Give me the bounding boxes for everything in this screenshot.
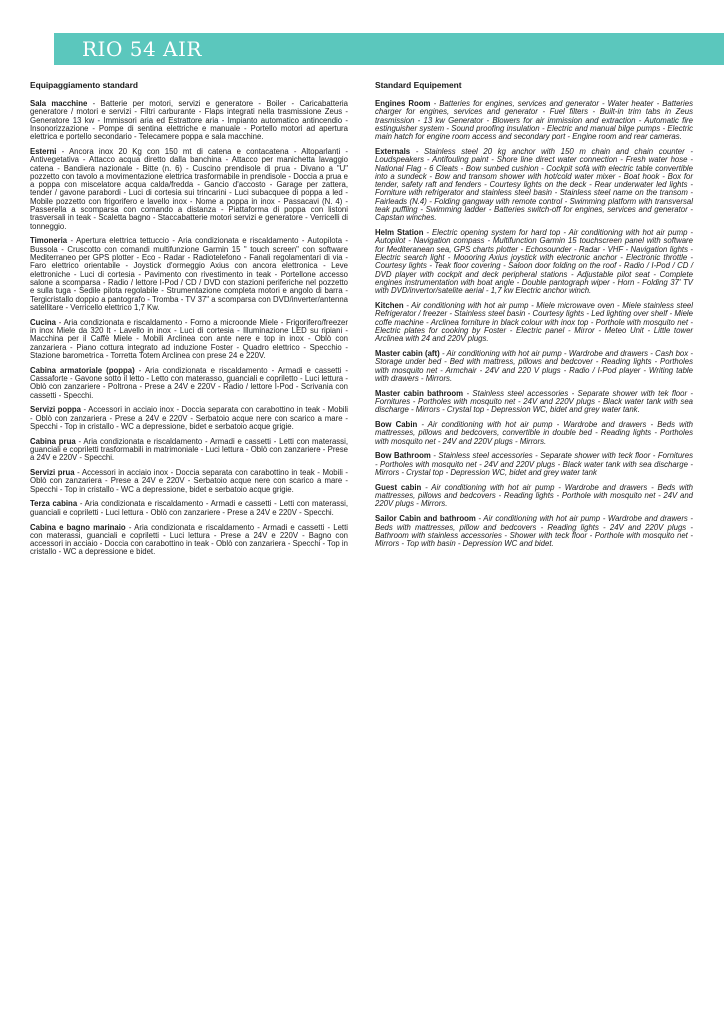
- section-text: - Air conditioning with hot air pump - Wardrobe and drawers - Beds with mattresses, pillows and bedcovers, convertible in double bed - Reading lights - Portholes with mosquito net - 24V and 220V plugs - Mirrors.: [375, 420, 693, 446]
- section-text: - Accessori in acciaio inox - Doccia separata con carabottino in teak - Mobili - Oblò con zanzariera - Prese a 24V e 220V - Serbatoio acque nere con scarico a mare - Specchi - Top in cristallo - WC a depressione, bidet e serbatoio acque grigie.: [30, 468, 348, 494]
- section-text: - Accessori in acciaio inox - Doccia separata con carabottino in teak - Mobili - Oblò con zanzariera - Prese a 24V e 220V - Serbatoio acque nere con scarico a mare - Specchi - Top in cristallo - WC a depressione, bidet e serbatoio acque grigie.: [30, 405, 348, 431]
- title-banner: [54, 33, 724, 65]
- section-timoneria: [30, 237, 348, 312]
- section-title: Servizi poppa: [30, 405, 82, 415]
- page-title: RIO 54 AIR: [82, 37, 202, 61]
- section-title: Sailor Cabin and bathroom: [375, 514, 476, 524]
- section-text: - Aria condizionata e riscaldamento - Forno a microonde Miele - Frigorifero/freezer in inox Miele da 320 lt - Lavello in inox - Luci di cortesia - Illuminazione LED su ripiani - Macchina per il Caffè Miele - Mobili Arclinea con ante nere e top in inox - Oblò con zanzariera - Piano cottura integrato ad induzione Foster - Quadro elettrico - Specchio - Stazione barometrica - Torretta Totem Arclinea con prese 24 e 220V.: [30, 317, 348, 360]
- section-cabina-marinaio: [30, 524, 348, 557]
- section-title: Sala macchine: [30, 99, 88, 108]
- section-title: Bow Cabin: [375, 420, 418, 430]
- section-engines-room: [375, 100, 693, 141]
- section-text: - Batteries for engines, services and generator - Water heater - Batteries charger for engines, services and generator - Fuel filters - Built-in trim tabs in Zeus trasmission - 13 kw Generator - Blowers for air immission and extraction - Automatic fire estinguisher system - Sound proofing insulation - Electric and manual bilge pumps - Electric main hatch for engine room access and secondary port - Engine room and rear cameras.: [375, 99, 694, 142]
- section-title: Master cabin bathroom: [375, 388, 464, 398]
- section-text: - Aria condizionata e riscaldamento - Armadi e cassetti - Letti con materassi, guanciali e copriletti - Luci lettura - Prese a 24V e 220V - Bagno con accessori in acciaio - Doccia con carabottino in teak - Oblò con zanzariera - Specchi - Top in cristallo - WC a depressione e bidet.: [30, 522, 348, 557]
- section-text: - Air conditioning with hot air pump - Wardrobe and drawers - Beds with mattresses, pillow and bedcovers - Reading lights - 24V and 220V plugs - Bathroom with stainless accessories - Shower with teck floor - Porthole with mosquito net - Mirrors - Top with basin - Depression WC and bidet.: [375, 514, 693, 549]
- section-text: - Stainless steel accessories - Separate shower with teck floor - Fornitures - Portholes with mosquito net - 24V and 220V plugs - Black water tank with sea discharge - Mirrors - Crystal top - Depression WC, bidet and grey water tank: [375, 451, 693, 478]
- section-sailor-cabin: [375, 515, 693, 548]
- section-title: Bow Bathroom: [375, 451, 431, 461]
- section-sala-macchine: [30, 100, 348, 141]
- section-bow-cabin: [375, 421, 693, 446]
- section-bow-bathroom: [375, 452, 693, 477]
- section-servizi-prua: [30, 469, 348, 494]
- section-text: - Aria condizionata e riscaldamento - Armadi e cassetti - Cassaforte - Gavone sotto il letto - Letto con materasso, guanciali e copriletto - Luci lettura - Oblò con zanzariere - Poltrona - Prese a 24V e 220V - Radio / lettore I-Pod - Scrivania con cassetti - Specchi.: [30, 365, 349, 400]
- section-title: Kitchen: [375, 301, 404, 311]
- section-title: Cabina e bagno marinaio: [30, 522, 126, 532]
- section-kitchen: [375, 302, 693, 343]
- section-text: - Batterie per motori, servizi e generatore - Boiler - Caricabatteria generatore / motori e servizi - Filtri carburante - Flaps integrati nella trasmissione Zeus - Generatore 13 kw - Immissori aria ed Estrattore aria - Impianto automatico antincendio - Insonorizzazione - Pompe di sentina elettriche e manuale - Portello motori ad apertura elettrica e portello secondario - Telecamere poppa e sala macchine.: [30, 99, 348, 142]
- section-text: - Stainless steel accessories - Separate shower with tek floor - Fornitures - Portholes with mosquito net - 24V and 220V plugs - Black water tank with sea discharge - Mirrors - Crystal top - Depression WC, bidet and grey water tank.: [375, 388, 693, 415]
- section-text: - Aria condizionata e riscaldamento - Armadi e cassetti - Letti con materassi, guanciali e copriletti - Luci lettura - Oblò con zanzariere - Prese a 24V e 220V - Specchi.: [30, 499, 348, 517]
- section-title: Cabina prua: [30, 436, 76, 446]
- section-text: - Air conditioning with hot air pump - Wardrobe and drawers - Cash box - Storage under bed - Bed with mattress, pillows and bedcover - Reading lights - Portholes with mosquito net - Armchair - 24V and 220 V plugs - Radio / I-Pod player - Writing table with drawers - Mirrors.: [375, 349, 693, 383]
- italian-column: [30, 80, 348, 563]
- section-title: Terza cabina: [30, 499, 78, 509]
- section-title: Timoneria: [30, 236, 68, 246]
- section-terza-cabina: [30, 500, 348, 517]
- section-servizi-poppa: [30, 406, 348, 431]
- section-title: Engines Room: [375, 99, 431, 108]
- section-text: - Apertura elettrica tettuccio - Aria condizionata e riscaldamento - Autopilota - Bussola - Cruscotto con comandi multifunzione Garmin 15 " touch screen" con software Mediterraneo per GPS plotter - Eco - Radar - Radiotelefono - Fanali regolamentari di via - Faro elettrico orientabile - Joystick d'ormeggio Axius con ancora elettronica - Leve elettroniche - Luci di cortesia - Pavimento con rivestimento in teak - Portellone accesso salone a scomparsa - Radio / lettore I-Pod / CD / DVD con stazioni periferiche nel pozzetto e sulla tuga - Sedile pilota regolabile - Strumentazione completa motori e angolo di barra - Tergicristallo doppio a pantografo - Tromba - TV 37" a scomparsa con DVD/inverter/antenna satellitare - Verricello elettrico 1,7 Kw.: [30, 236, 348, 312]
- section-text: - Ancora inox 20 Kg con 150 mt di catena e contacatena - Altoparlanti - Antivegetativa - Attacco acqua diretto dalla banchina - Attacco per manichetta lavaggio catena - Bandiera nazionale - Bitte (n. 6) - Cuscino prendisole di prua - Divano a "U" pozzetto con tavolo a movimentazione elettrica trasformabile in prendisole - Doccia a prua e a poppa con miscelatore acqua calda/fredda - Gancio d'accosto - Garage per zattera, tender / gavone parabordi - Luci di cortesia sui trincarini - Luci subacquee di poppa a led - Mobile pozzetto con frigorifero e lavello inox - Nome a poppa in inox - Passacavi (N. 4) - Passerella a scomparsa con comando a distanza - Piattaforma di poppa con listoni trasversali in teak - Scaletta bagno - Staccabatterie motori servizi e generatore - Verricelli di tonneggio.: [30, 146, 348, 231]
- section-text: - Electric opening system for hard top - Air conditioning with hot air pump - Autopilot - Navigation compass - Multifunction Garmin 15 touchscreen panel with software for Mediteranean sea, GPS charts plotter - Echosounder - Radar - VHF - Navigation lights - Electric search light - Moooring Axius joystick with electronic anchor - Electronic throttle - Courtesy lights - Teak floor covering - Saloon door folding on the roof - Radio / I-Pod / CD / DVD player with cockpit and deck peripheral stations - Adjustable pilot seat - Complete engines instrumentation with boat angle - Double pantograph wiper - Horn - Folding 37' TV with DVD/invertor/satelite aerial - 1,7 kw Electric anchor winch.: [375, 228, 693, 296]
- section-helm-station: [375, 229, 693, 295]
- italian-heading: Equipaggiamento standard: [30, 80, 138, 90]
- section-master-cabin: [375, 350, 693, 383]
- section-cabina-prua: [30, 438, 348, 463]
- section-title: Externals: [375, 146, 411, 156]
- section-text: - Aria condizionata e riscaldamento - Armadi e cassetti - Letti con materassi, guanciali e copriletti trasformabili in matrimoniale - Luci lettura - Oblò con zanzariere - Prese a 24V e 220V - Specchi.: [30, 436, 348, 463]
- section-title: Servizi prua: [30, 468, 75, 478]
- section-externals: [375, 148, 693, 223]
- section-text: - Air conditioning with hot air pump - Miele microwave oven - Miele stainless steel Refrigerator / freezer - Stainless steel basin - Courtesy lights - Led lighting over shelf - Miele coffe machine - Arclinea forniture in black colour with inox top - Porthole with mosquito net - Electric plates for cooking by Foster - Electric panel - Mirror - Meteo Unit - Little tower Arclinea with 24 and 220V plugs.: [375, 301, 693, 344]
- section-guest-cabin: [375, 484, 693, 509]
- section-title: Guest cabin: [375, 482, 422, 492]
- section-cucina: [30, 319, 348, 360]
- section-cabina-armatoriale: [30, 367, 348, 400]
- section-esterni: [30, 148, 348, 231]
- section-title: Master cabin (aft): [375, 349, 440, 359]
- section-text: - Air conditioning with hot air pump - Wardrobe and drawers - Beds with mattresses, pillows and bedcovers - Reading lights - Porthole with mosquito net - 24V and 220V plugs - Mirrors.: [375, 482, 693, 509]
- section-text: - Stainless steel 20 kg anchor with 150 m chain and chain counter - Loudspeakers - Antifouling paint - Shore line direct water connection - Fresh water hose - National Flag - 6 Cleats - Bow sunbed cushion - Cockpit sofà with electric table convertible into a sundeck - Bow and transom shower with hot/cold water mixer - Boat hook - Box for tender, safety raft and fenders - Courtesy lights on the deck - Rear underwater led lights - Forniture with refrigerator and stainless steel basin - Stainless steel name on the transom - Fairleads (N.4) - Folding gangway with remote control - Swimming platform with transversal teak puffling - Swimming ladder - Batteries switch-off for engines, services and generator - Capstan winches.: [375, 146, 693, 223]
- english-heading: Standard Equipement: [375, 80, 462, 90]
- section-master-bathroom: [375, 390, 693, 415]
- section-title: Helm Station: [375, 228, 424, 238]
- english-column: [375, 80, 693, 555]
- section-title: Esterni: [30, 146, 57, 156]
- section-title: Cucina: [30, 317, 56, 327]
- section-title: Cabina armatoriale (poppa): [30, 365, 135, 375]
